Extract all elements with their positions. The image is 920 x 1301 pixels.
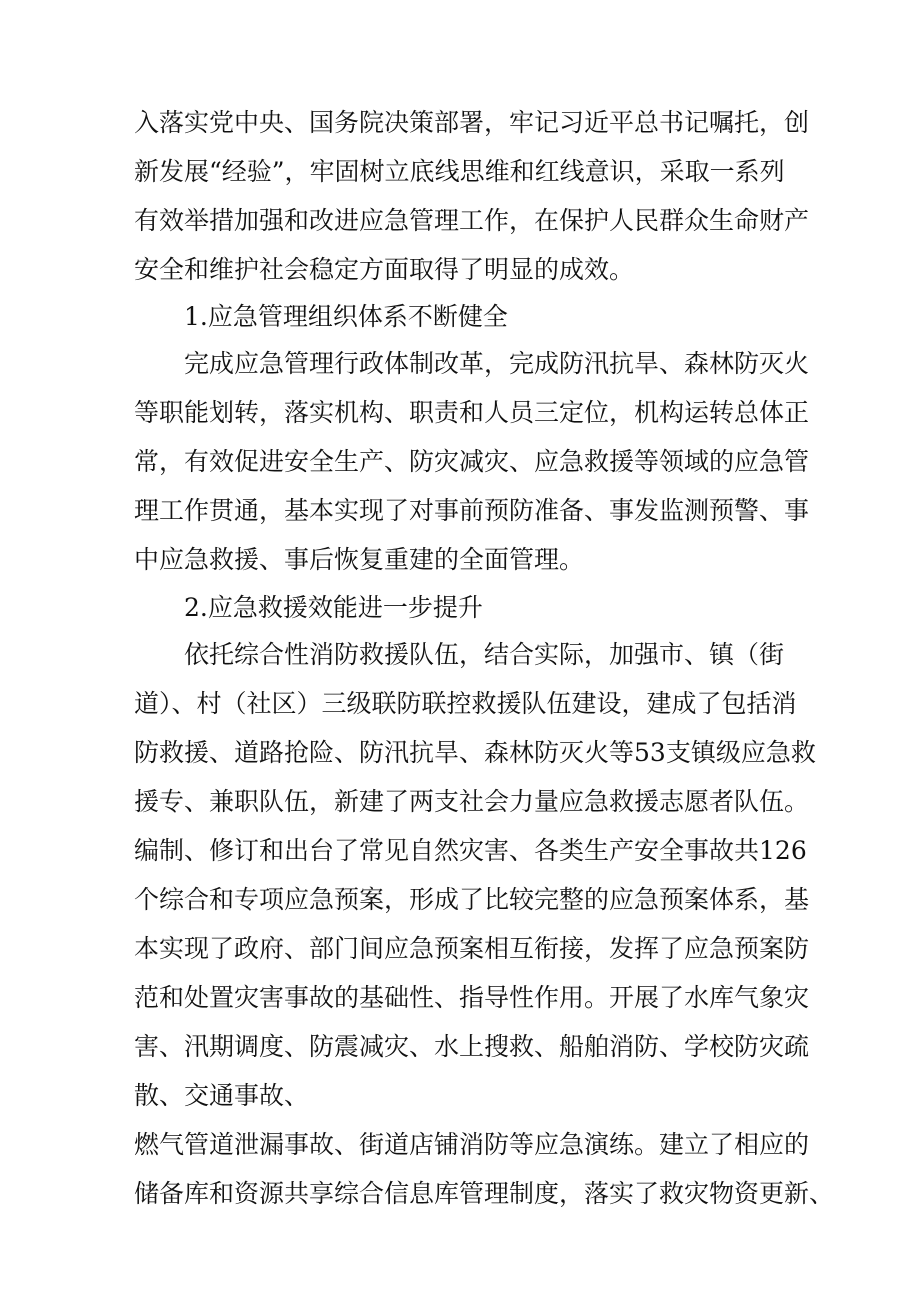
text-line: 理工作贯通，基本实现了对事前预防准备、事发监测预警、事 [134, 496, 810, 525]
section-heading: 1.应急管理组织体系不断健全 [184, 302, 508, 331]
text-line: 依托综合性消防救援队伍，结合实际，加强市、镇（街 [184, 640, 785, 669]
text-line: 中应急救援、事后恢复重建的全面管理。 [134, 545, 585, 574]
text-line: 常，有效促进安全生产、防灾减灾、应急救援等领域的应急管 [134, 447, 810, 476]
section-heading: 2.应急救援效能进一步提升 [184, 593, 483, 622]
text-line: 储备库和资源共享综合信息库管理制度，落实了救灾物资更新、 [134, 1179, 835, 1208]
text-line: 安全和维护社会稳定方面取得了明显的成效。 [134, 255, 635, 284]
text-line: 防救援、道路抢险、防汛抗旱、森林防灭火等53支镇级应急救 [134, 738, 816, 767]
text-line: 完成应急管理行政体制改革，完成防汛抗旱、森林防灭火 [184, 349, 810, 378]
text-line: 编制、修订和出台了常见自然灾害、各类生产安全事故共126 [134, 836, 807, 865]
text-line: 道）、村（社区）三级联防联控救援队伍建设，建成了包括消 [134, 689, 797, 718]
text-line: 入落实党中央、国务院决策部署，牢记习近平总书记嘱托，创 [134, 108, 810, 137]
text-line: 有效举措加强和改进应急管理工作，在保护人民群众生命财产 [134, 206, 810, 235]
text-line: 害、汛期调度、防震减灾、水上搜救、船舶消防、学校防灾疏 [134, 1032, 810, 1061]
text-line: 本实现了政府、部门间应急预案相互衔接，发挥了应急预案防 [134, 934, 810, 963]
text-line: 个综合和专项应急预案，形成了比较完整的应急预案体系，基 [134, 885, 810, 914]
text-line: 范和处置灾害事故的基础性、指导性作用。开展了水库气象灾 [134, 983, 810, 1012]
text-line: 新发展“经验”，牢固树立底线思维和红线意识，采取一系列 [134, 157, 785, 186]
text-line: 等职能划转，落实机构、职责和人员三定位，机构运转总体正 [134, 398, 810, 427]
text-line: 燃气管道泄漏事故、街道店铺消防等应急演练。建立了相应的 [134, 1130, 810, 1159]
text-line: 散、交通事故、 [134, 1081, 310, 1110]
text-line: 援专、兼职队伍，新建了两支社会力量应急救援志愿者队伍。 [134, 787, 810, 816]
